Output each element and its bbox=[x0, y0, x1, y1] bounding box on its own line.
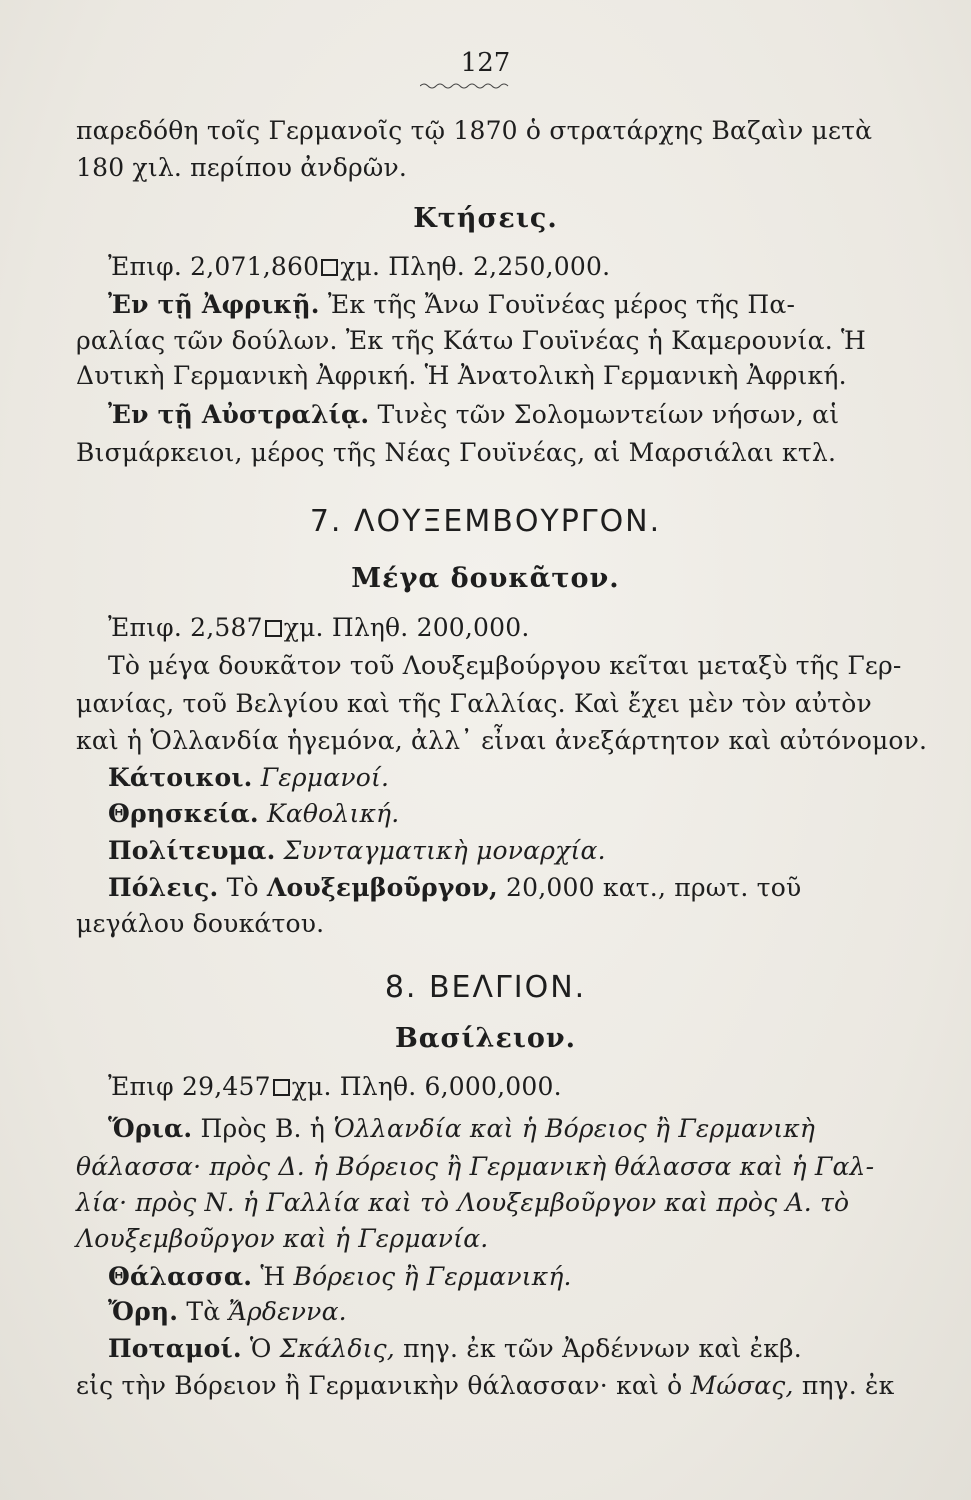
fact-value: Βόρειος ἢ Γερμανική. bbox=[293, 1262, 572, 1291]
fact-row-sea bbox=[108, 1262, 572, 1291]
text-line bbox=[108, 290, 795, 319]
area-unit: χμ. Πληθ. 2,250,000. bbox=[340, 252, 611, 281]
text-line: παρεδόθη τοῖς Γερμανοῖς τῷ 1870 ὁ στρατάρχης Βαζαὶν μετὰ bbox=[76, 116, 873, 145]
fact-row-mountains bbox=[108, 1297, 347, 1326]
ornament-rule-icon bbox=[420, 82, 510, 90]
fact-text: Ἡ bbox=[260, 1262, 286, 1291]
fact-row-government bbox=[108, 836, 606, 865]
fact-value: Ὁλλανδία καὶ ἡ Βόρειος ἢ Γερμανικὴ bbox=[333, 1114, 816, 1143]
text-line bbox=[76, 1371, 895, 1400]
page-number: 127 bbox=[460, 48, 511, 78]
area-unit: χμ. Πληθ. 6,000,000. bbox=[291, 1072, 562, 1101]
fact-row-borders bbox=[108, 1114, 815, 1143]
text-line: Τὸ μέγα δουκᾶτον τοῦ Λουξεμβούργου κεῖται μεταξὺ τῆς Γερ- bbox=[108, 651, 902, 680]
fact-text: Τὸ bbox=[226, 873, 259, 902]
area-label: Ἐπιφ 29,457 bbox=[108, 1072, 271, 1101]
fact-label: Ποταμοί. bbox=[108, 1334, 242, 1363]
text-line: θάλασσα· πρὸς Δ. ἡ Βόρειος ἢ Γερμανικὴ θάλασσα καὶ ἡ Γαλ- bbox=[76, 1152, 875, 1181]
fact-value: Ἄρδεννα. bbox=[228, 1297, 347, 1326]
fact-label: Ὅρια. bbox=[108, 1114, 193, 1143]
chapter-title-luxembourg: 7. ΛΟΥΞΕΜΒΟΥΡΓΟΝ. bbox=[309, 504, 662, 539]
text-line: καὶ ἡ Ὁλλανδία ἡγεμόνα, ἀλλ᾽ εἶναι ἀνεξάρτητον καὶ αὐτόνομον. bbox=[76, 726, 928, 755]
text-line: Δυτικὴ Γερμανικὴ Ἀφρική. Ἡ Ἀνατολικὴ Γερμανικὴ Ἀφρική. bbox=[76, 361, 847, 390]
area-population-line bbox=[108, 613, 530, 642]
inline-label: Ἐν τῇ Ἀφρικῇ. bbox=[108, 290, 320, 319]
fact-text: εἰς τὴν Βόρειον ἢ Γερμανικὴν θάλασσαν· καὶ ὁ bbox=[76, 1371, 683, 1400]
fact-label: Κάτοικοι. bbox=[108, 763, 253, 792]
fact-text: 20,000 κατ., πρωτ. τοῦ bbox=[506, 873, 802, 902]
text-line: μεγάλου δουκάτου. bbox=[76, 909, 325, 938]
inline-text: Ἐκ τῆς Ἄνω Γουϊνέας μέρος τῆς Πα- bbox=[327, 290, 796, 319]
fact-label: Πολίτευμα. bbox=[108, 836, 276, 865]
area-label: Ἐπιφ. 2,071,860 bbox=[108, 252, 320, 281]
fact-value: Καθολική. bbox=[266, 799, 400, 828]
fact-value: Γερμανοί. bbox=[260, 763, 390, 792]
fact-label: Ὄρη. bbox=[108, 1297, 179, 1326]
text-line: ραλίας τῶν δούλων. Ἐκ τῆς Κάτω Γουϊνέας ἡ Καμερουνία. Ἡ bbox=[76, 326, 867, 355]
fact-text: Πρὸς Β. ἡ bbox=[200, 1114, 326, 1143]
fact-value: Μώσας, bbox=[690, 1371, 794, 1400]
chapter-subtitle: Μέγα δουκᾶτον. bbox=[351, 563, 620, 594]
text-line: Βισμάρκειοι, μέρος τῆς Νέας Γουϊνέας, αἱ Μαρσιάλαι κτλ. bbox=[76, 438, 837, 467]
square-icon bbox=[321, 259, 338, 276]
text-line: Λουξεμβοῦργον καὶ ἡ Γερμανία. bbox=[76, 1224, 489, 1253]
area-population-line bbox=[108, 252, 610, 281]
section-heading-ktiseis: Κτήσεις. bbox=[413, 203, 558, 234]
inline-text: Τινὲς τῶν Σολομωντείων νήσων, αἱ bbox=[377, 400, 840, 429]
fact-label: Θρησκεία. bbox=[108, 799, 259, 828]
area-population-line bbox=[108, 1072, 562, 1101]
square-icon bbox=[265, 620, 282, 637]
fact-text: πηγ. ἐκ τῶν Ἀρδέννων καὶ ἐκβ. bbox=[403, 1334, 802, 1363]
fact-label: Θάλασσα. bbox=[108, 1262, 253, 1291]
text-line: λία· πρὸς Ν. ἡ Γαλλία καὶ τὸ Λουξεμβοῦργον καὶ πρὸς Α. τὸ bbox=[76, 1188, 850, 1217]
square-icon bbox=[273, 1079, 290, 1096]
fact-row-cities bbox=[108, 873, 801, 902]
fact-text: Τὰ bbox=[186, 1297, 221, 1326]
fact-label: Πόλεις. bbox=[108, 873, 219, 902]
chapter-title-belgium: 8. ΒΕΛΓΙΟΝ. bbox=[384, 970, 587, 1005]
fact-row-inhabitants bbox=[108, 763, 389, 792]
text-line: 180 χιλ. περίπου ἀνδρῶν. bbox=[76, 153, 408, 182]
fact-row-rivers bbox=[108, 1334, 802, 1363]
fact-text: πηγ. ἐκ bbox=[801, 1371, 895, 1400]
fact-text: Ὁ bbox=[249, 1334, 272, 1363]
text-line: μανίας, τοῦ Βελγίου καὶ τῆς Γαλλίας. Καὶ ἔχει μὲν τὸν αὐτὸν bbox=[76, 689, 872, 718]
fact-value: Συνταγματικὴ μοναρχία. bbox=[283, 836, 606, 865]
area-unit: χμ. Πληθ. 200,000. bbox=[283, 613, 530, 642]
fact-row-religion bbox=[108, 799, 399, 828]
fact-value: Σκάλδις, bbox=[279, 1334, 395, 1363]
text-line bbox=[108, 400, 839, 429]
area-label: Ἐπιφ. 2,587 bbox=[108, 613, 263, 642]
inline-label: Ἐν τῇ Αὐστραλίᾳ. bbox=[108, 400, 370, 429]
chapter-subtitle: Βασίλειον. bbox=[394, 1023, 577, 1054]
city-name: Λουξεμβοῦργον, bbox=[266, 873, 498, 902]
